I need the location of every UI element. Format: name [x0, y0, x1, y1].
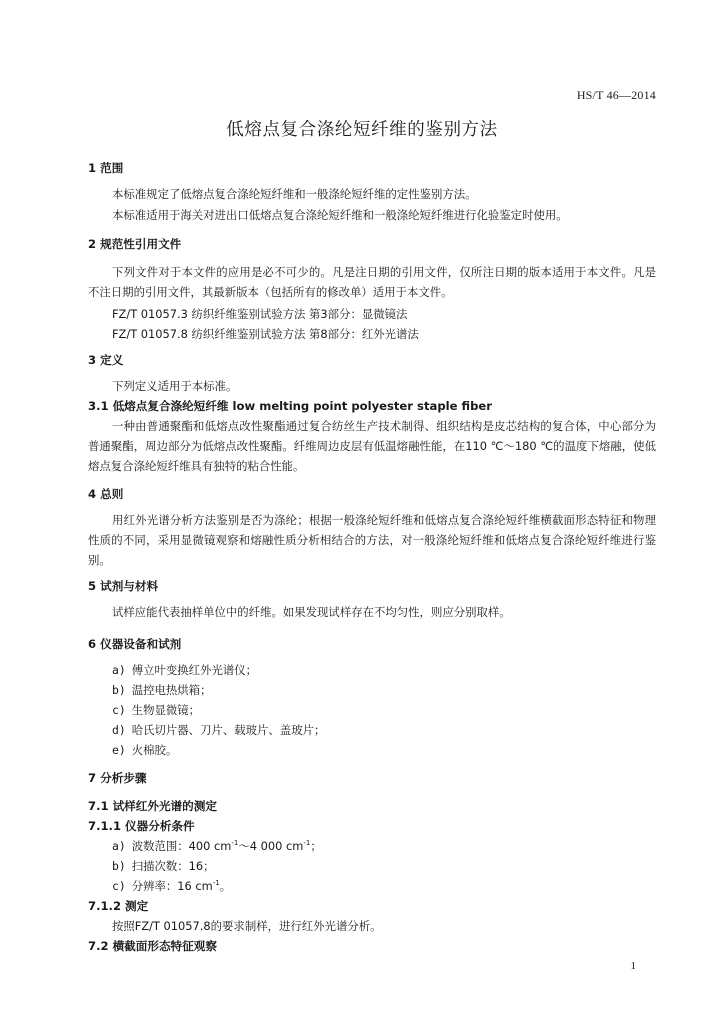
- section-1-para-2: 本标准适用于海关对进出口低熔点复合涤纶短纤维和一般涤纶短纤维进行化验鉴定时使用。: [112, 208, 568, 222]
- page-number: 1: [630, 960, 636, 972]
- section-2-ref-2: FZ/T 01057.8 纺织纤维鉴别试验方法 第8部分：红外光谱法: [112, 327, 419, 341]
- list-marker: d): [112, 723, 126, 737]
- section-3-1-heading: 3.1 低熔点复合涤纶短纤维 low melting point polyester staple fiber: [88, 399, 492, 413]
- condition-text: ～4 000 cm: [238, 839, 304, 853]
- condition-text: 。: [219, 879, 232, 893]
- section-7-1-2-para: 按照FZ/T 01057.8的要求制样，进行红外光谱分析。: [112, 919, 382, 933]
- document-title: 低熔点复合涤纶短纤维的鉴别方法: [226, 120, 498, 140]
- list-text: 生物显微镜；: [131, 703, 201, 717]
- list-text: 火棉胶。: [131, 743, 178, 757]
- list-item: [88, 680, 680, 700]
- list-item: [88, 700, 680, 720]
- list-marker: a): [112, 663, 126, 677]
- superscript: -1: [231, 839, 239, 848]
- list-item: [88, 720, 680, 740]
- superscript: -1: [303, 839, 311, 848]
- condition-text: ；: [310, 839, 322, 853]
- list-marker: c): [112, 879, 126, 893]
- condition-text: 扫描次数：16；: [131, 859, 215, 873]
- section-2-para-1: 下列文件对于本文件的应用是必不可少的。凡是注日期的引用文件，仅所注日期的版本适用于本文件。凡是不注日期的引用文件，其最新版本（包括所有的修改单）适用于本文件。: [88, 265, 656, 299]
- superscript: -1: [212, 879, 220, 888]
- section-3-1-para: 一种由普通聚酯和低熔点改性聚酯通过复合纺丝生产技术制得、组织结构是皮芯结构的复合体，中心部分为普通聚酯，周边部分为低熔点改性聚酯。纤维周边皮层有低温熔融性能，在110 ℃～180 ℃的温度下熔融，使低熔点复合涤纶短纤维具有独特的粘合性能。: [88, 419, 656, 473]
- section-1-heading: 1 范围: [88, 161, 124, 175]
- list-marker: c): [112, 703, 126, 717]
- condition-text: 波数范围：400 cm: [131, 839, 232, 853]
- list-item: [88, 660, 680, 680]
- condition-item: [88, 856, 680, 876]
- section-3-para-1: 下列定义适用于本标准。: [112, 379, 238, 393]
- section-4-para: 用红外光谱分析方法鉴别是否为涤纶；根据一般涤纶短纤维和低熔点复合涤纶短纤维横截面形态特征和物理性质的不同，采用显微镜观察和熔融性质分析相结合的方法，对一般涤纶短纤维和低熔点复合涤纶短纤维进行鉴别。: [88, 513, 656, 567]
- section-7-heading: 7 分析步骤: [88, 771, 147, 785]
- section-7-2-heading: 7.2 横截面形态特征观察: [88, 939, 217, 953]
- list-marker: e): [112, 743, 126, 757]
- section-4-heading: 4 总则: [88, 487, 124, 501]
- condition-item: [88, 876, 680, 896]
- list-text: 温控电热烘箱；: [131, 683, 212, 697]
- list-text: 哈氏切片器、刀片、载玻片、盖玻片；: [131, 723, 326, 737]
- section-7-1-heading: 7.1 试样红外光谱的测定: [88, 799, 217, 813]
- condition-item: [88, 836, 680, 856]
- section-6-heading: 6 仪器设备和试剂: [88, 637, 182, 651]
- section-5-para: 试样应能代表抽样单位中的纤维。如果发现试样存在不均匀性，则应分别取样。: [112, 605, 511, 619]
- section-2-heading: 2 规范性引用文件: [88, 237, 182, 251]
- list-item: [88, 740, 680, 760]
- list-marker: b): [112, 859, 126, 873]
- standard-number: HS/T 46—2014: [576, 88, 656, 102]
- section-7-1-2-heading: 7.1.2 测定: [88, 899, 149, 913]
- list-marker: a): [112, 839, 126, 853]
- section-5-heading: 5 试剂与材料: [88, 579, 159, 593]
- list-text: 傅立叶变换红外光谱仪；: [131, 663, 258, 677]
- list-marker: b): [112, 683, 126, 697]
- section-2-ref-1: FZ/T 01057.3 纺织纤维鉴别试验方法 第3部分：显微镜法: [112, 307, 408, 321]
- section-1-para-1: 本标准规定了低熔点复合涤纶短纤维和一般涤纶短纤维的定性鉴别方法。: [112, 187, 477, 201]
- section-7-1-1-heading: 7.1.1 仪器分析条件: [88, 819, 195, 833]
- section-3-heading: 3 定义: [88, 353, 124, 367]
- condition-text: 分辨率：16 cm: [131, 879, 213, 893]
